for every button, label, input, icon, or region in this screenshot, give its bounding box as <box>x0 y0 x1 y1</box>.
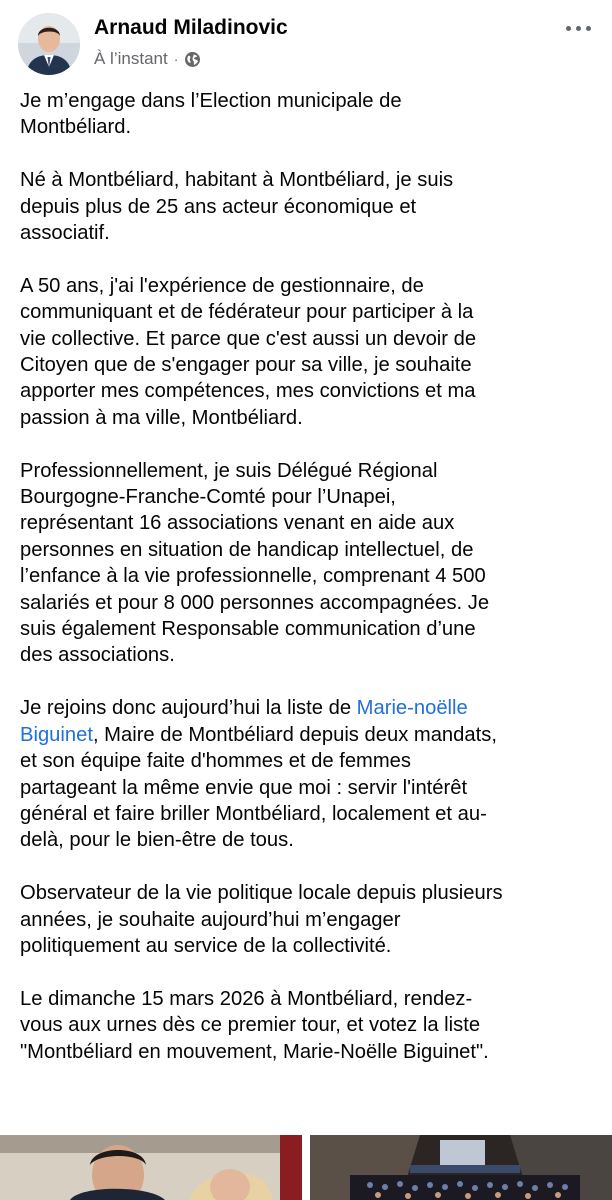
paragraph-1 <box>20 88 600 141</box>
text-line: Observateur de la vie politique locale depuis plusieurs <box>20 882 503 905</box>
text-line: Bourgogne-Franche-Comté pour l’Unapei, <box>20 486 396 509</box>
post-meta <box>94 49 201 69</box>
text-line: salariés et pour 8 000 personnes accompagnées. Je <box>20 591 490 614</box>
globe-icon <box>184 51 201 68</box>
text-line: suis également Responsable communication d’une <box>20 618 476 641</box>
text-line: A 50 ans, j'ai l'expérience de gestionnaire, de <box>20 274 424 297</box>
text-line: depuis plus de 25 ans acteur économique et <box>20 195 417 218</box>
text-line: Je rejoins donc aujourd’hui la liste de <box>20 697 357 720</box>
post-photos <box>0 1135 612 1200</box>
more-dot <box>586 26 591 31</box>
more-dot <box>566 26 571 31</box>
text-line: Le dimanche 15 mars 2026 à Montbéliard, rendez- <box>20 987 473 1010</box>
paragraph-4 <box>20 458 600 669</box>
post-photo-portrait[interactable] <box>0 1135 302 1200</box>
mention-link[interactable]: Biguinet <box>20 723 93 746</box>
text-line: Né à Montbéliard, habitant à Montbéliard, je suis <box>20 169 454 192</box>
text-line: politiquement au service de la collectivité. <box>20 934 392 957</box>
post-header <box>0 0 612 86</box>
text-line: Montbéliard. <box>20 116 132 139</box>
more-dot <box>576 26 581 31</box>
meta-separator: · <box>173 51 179 67</box>
text-line: associatif. <box>20 222 110 245</box>
text-line: Citoyen que de s'engager pour sa ville, je souhaite <box>20 354 472 377</box>
post-timestamp[interactable]: À l’instant <box>94 49 168 68</box>
author-name[interactable]: Arnaud Miladinovic <box>94 16 288 39</box>
text-line: vie collective. Et parce que c'est aussi un devoir de <box>20 327 477 350</box>
text-line: Professionnellement, je suis Délégué Régional <box>20 459 438 482</box>
text-line: apporter mes compétences, mes convictions et ma <box>20 380 476 403</box>
text-line: des associations. <box>20 644 175 667</box>
more-options-button[interactable] <box>558 16 598 40</box>
text-line: "Montbéliard en mouvement, Marie-Noëlle Biguinet". <box>20 1040 489 1063</box>
text-line: l’enfance à la vie professionnelle, comprenant 4 500 <box>20 565 486 588</box>
text-line: et son équipe faite d'hommes et de femmes <box>20 750 411 773</box>
mention-link[interactable]: Marie-noëlle <box>356 697 468 720</box>
text-line: delà, pour le bien-être de tous. <box>20 829 294 852</box>
text-line: vous aux urnes dès ce premier tour, et votez la liste <box>20 1014 481 1037</box>
paragraph-5 <box>20 695 600 853</box>
paragraph-7 <box>20 986 600 1065</box>
text-line: personnes en situation de handicap intellectuel, de <box>20 538 474 561</box>
paragraph-6 <box>20 880 600 959</box>
author-avatar[interactable] <box>18 13 80 75</box>
paragraph-3 <box>20 273 600 431</box>
text-line: représentant 16 associations venant en aide aux <box>20 512 455 535</box>
paragraph-2 <box>20 167 600 246</box>
post-text <box>20 88 600 1065</box>
text-line: passion à ma ville, Montbéliard. <box>20 406 303 429</box>
text-line: Je m’engage dans l’Election municipale de <box>20 90 402 112</box>
text-line: , Maire de Montbéliard depuis deux mandats, <box>92 723 497 746</box>
post-photo-auditorium[interactable] <box>310 1135 612 1200</box>
text-line: partageant la même envie que moi : servir l'intérêt <box>20 776 468 799</box>
text-line: général et faire briller Montbéliard, localement et au- <box>20 802 487 825</box>
text-line: années, je souhaite aujourd’hui m’engager <box>20 908 401 931</box>
text-line: communiquant et de fédérateur pour participer à la <box>20 301 474 324</box>
